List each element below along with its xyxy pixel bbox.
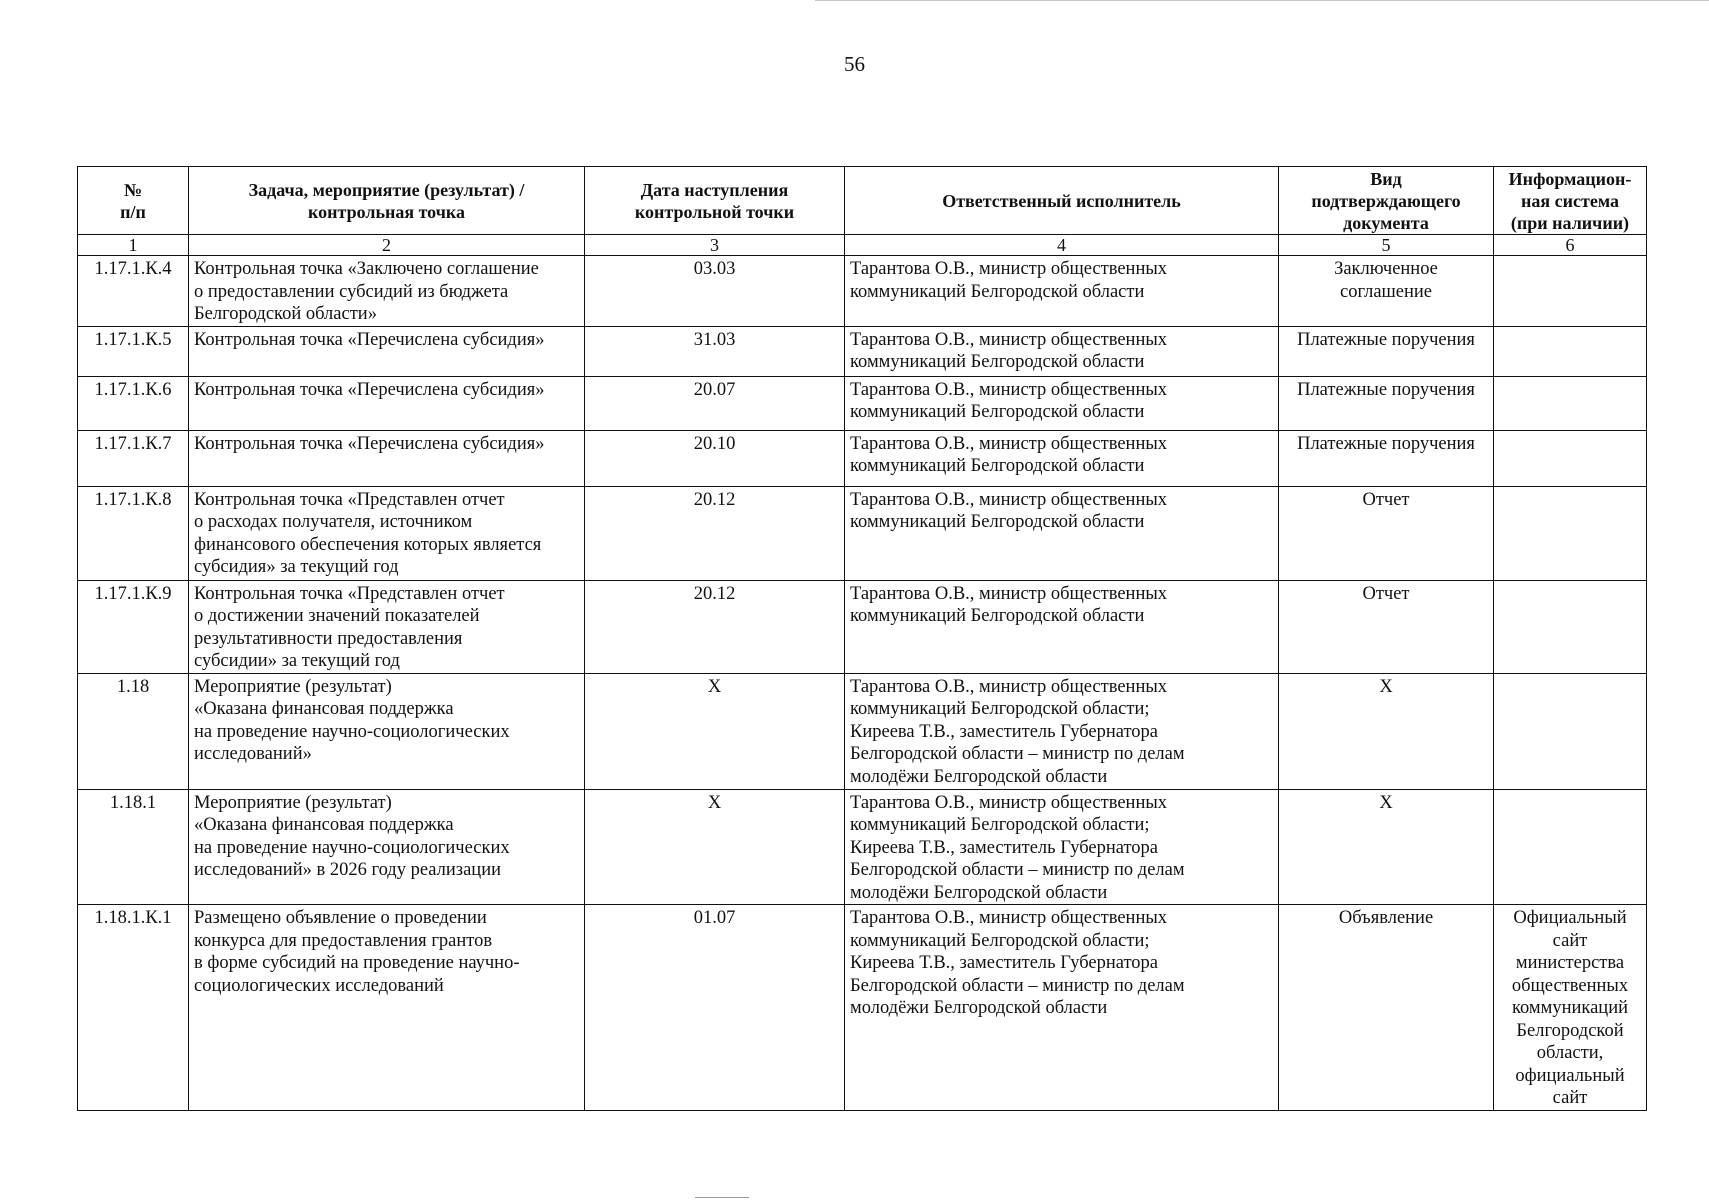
row-number: 1.17.1.К.7 bbox=[78, 430, 189, 486]
table-row bbox=[78, 673, 1647, 789]
row-responsible: Тарантова О.В., министр общественных коммуникаций Белгородской области; Киреева Т.В., заместитель Губернатора Белгородской области – министр по делам молодёжи Белгородской области bbox=[845, 673, 1279, 789]
row-doc-type: Х bbox=[1279, 673, 1494, 789]
row-number: 1.18 bbox=[78, 673, 189, 789]
row-info-system: Официальный сайт министерства общественных коммуникаций Белгородской области, официальный сайт bbox=[1494, 905, 1647, 1111]
row-date: 20.10 bbox=[585, 430, 845, 486]
header-doc-type: Вид подтверждающего документа bbox=[1279, 167, 1494, 235]
row-task: Контрольная точка «Перечислена субсидия» bbox=[189, 326, 585, 376]
row-number: 1.17.1.К.5 bbox=[78, 326, 189, 376]
row-date: 03.03 bbox=[585, 256, 845, 327]
row-task: Контрольная точка «Заключено соглашение о предоставлении субсидий из бюджета Белгородской области» bbox=[189, 256, 585, 327]
row-responsible: Тарантова О.В., министр общественных коммуникаций Белгородской области bbox=[845, 256, 1279, 327]
row-task: Контрольная точка «Представлен отчет о расходах получателя, источником финансового обеспечения которых является субсидия» за текущий год bbox=[189, 486, 585, 580]
table-row bbox=[78, 256, 1647, 327]
row-number: 1.18.1 bbox=[78, 789, 189, 905]
row-task: Контрольная точка «Представлен отчет о достижении значений показателей результативности предоставления субсидии» за текущий год bbox=[189, 580, 585, 673]
checkpoints-table bbox=[77, 166, 1647, 1111]
row-info-system bbox=[1494, 256, 1647, 327]
row-date: 31.03 bbox=[585, 326, 845, 376]
row-doc-type: Отчет bbox=[1279, 486, 1494, 580]
row-responsible: Тарантова О.В., министр общественных коммуникаций Белгородской области bbox=[845, 486, 1279, 580]
row-task: Размещено объявление о проведении конкурса для предоставления грантов в форме субсидий на проведение научно- социологических исследований bbox=[189, 905, 585, 1111]
table-row bbox=[78, 789, 1647, 905]
row-task: Мероприятие (результат) «Оказана финансовая поддержка на проведение научно-социологических исследований» bbox=[189, 673, 585, 789]
column-number-row bbox=[78, 235, 1647, 256]
row-info-system bbox=[1494, 789, 1647, 905]
row-date: 20.12 bbox=[585, 486, 845, 580]
row-info-system bbox=[1494, 376, 1647, 430]
header-row bbox=[78, 167, 1647, 235]
row-info-system bbox=[1494, 430, 1647, 486]
row-info-system bbox=[1494, 486, 1647, 580]
row-doc-type: Заключенное соглашение bbox=[1279, 256, 1494, 327]
column-number: 3 bbox=[585, 235, 845, 256]
row-number: 1.18.1.К.1 bbox=[78, 905, 189, 1111]
row-doc-type: Платежные поручения bbox=[1279, 376, 1494, 430]
row-responsible: Тарантова О.В., министр общественных коммуникаций Белгородской области bbox=[845, 430, 1279, 486]
column-number: 5 bbox=[1279, 235, 1494, 256]
row-responsible: Тарантова О.В., министр общественных коммуникаций Белгородской области bbox=[845, 580, 1279, 673]
table-row bbox=[78, 430, 1647, 486]
row-number: 1.17.1.К.8 bbox=[78, 486, 189, 580]
row-task: Мероприятие (результат) «Оказана финансовая поддержка на проведение научно-социологических исследований» в 2026 году реализации bbox=[189, 789, 585, 905]
row-number: 1.17.1.К.4 bbox=[78, 256, 189, 327]
row-responsible: Тарантова О.В., министр общественных коммуникаций Белгородской области bbox=[845, 326, 1279, 376]
row-doc-type: Отчет bbox=[1279, 580, 1494, 673]
table-row bbox=[78, 580, 1647, 673]
row-doc-type: Х bbox=[1279, 789, 1494, 905]
top-rule bbox=[815, 0, 1709, 1]
row-responsible: Тарантова О.В., министр общественных коммуникаций Белгородской области; Киреева Т.В., заместитель Губернатора Белгородской области – министр по делам молодёжи Белгородской области bbox=[845, 789, 1279, 905]
column-number: 2 bbox=[189, 235, 585, 256]
row-info-system bbox=[1494, 326, 1647, 376]
row-doc-type: Платежные поручения bbox=[1279, 326, 1494, 376]
row-number: 1.17.1.К.9 bbox=[78, 580, 189, 673]
column-number: 6 bbox=[1494, 235, 1647, 256]
row-number: 1.17.1.К.6 bbox=[78, 376, 189, 430]
row-info-system bbox=[1494, 580, 1647, 673]
table-row bbox=[78, 905, 1647, 1111]
header-date: Дата наступления контрольной точки bbox=[585, 167, 845, 235]
row-date: Х bbox=[585, 789, 845, 905]
header-info-system: Информацион- ная система (при наличии) bbox=[1494, 167, 1647, 235]
column-number: 1 bbox=[78, 235, 189, 256]
header-task: Задача, мероприятие (результат) / контрольная точка bbox=[189, 167, 585, 235]
row-doc-type: Платежные поручения bbox=[1279, 430, 1494, 486]
row-task: Контрольная точка «Перечислена субсидия» bbox=[189, 376, 585, 430]
row-doc-type: Объявление bbox=[1279, 905, 1494, 1111]
bottom-rule bbox=[695, 1197, 749, 1198]
row-date: Х bbox=[585, 673, 845, 789]
row-responsible: Тарантова О.В., министр общественных коммуникаций Белгородской области; Киреева Т.В., заместитель Губернатора Белгородской области – министр по делам молодёжи Белгородской области bbox=[845, 905, 1279, 1111]
row-info-system bbox=[1494, 673, 1647, 789]
page-number: 56 bbox=[844, 52, 865, 76]
header-responsible: Ответственный исполнитель bbox=[845, 167, 1279, 235]
column-number: 4 bbox=[845, 235, 1279, 256]
row-date: 20.07 bbox=[585, 376, 845, 430]
row-date: 01.07 bbox=[585, 905, 845, 1111]
row-responsible: Тарантова О.В., министр общественных коммуникаций Белгородской области bbox=[845, 376, 1279, 430]
row-task: Контрольная точка «Перечислена субсидия» bbox=[189, 430, 585, 486]
table-row bbox=[78, 486, 1647, 580]
table-row bbox=[78, 376, 1647, 430]
table-row bbox=[78, 326, 1647, 376]
row-date: 20.12 bbox=[585, 580, 845, 673]
header-num: № п/п bbox=[78, 167, 189, 235]
